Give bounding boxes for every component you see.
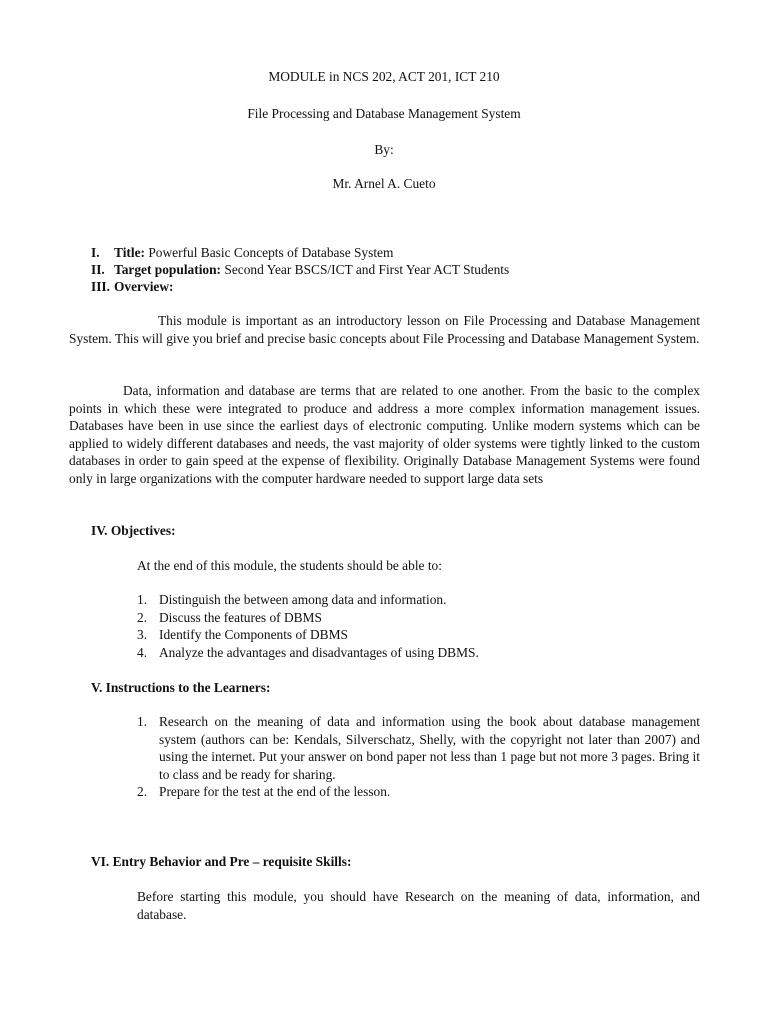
list-text: Discuss the features of DBMS: [159, 610, 322, 625]
section-number: III.: [91, 279, 110, 294]
list-number: 3.: [137, 627, 148, 642]
section-content: [114, 278, 174, 296]
entry-behavior-heading: VI. Entry Behavior and Pre – requisite Skills:: [91, 854, 352, 869]
section-value: Powerful Basic Concepts of Database System: [145, 245, 394, 260]
instructions-heading: V. Instructions to the Learners:: [91, 680, 271, 695]
section-number: II.: [91, 262, 105, 277]
by-label: By:: [374, 142, 394, 157]
list-number: 1.: [137, 592, 148, 607]
list-text: Distinguish the between among data and information.: [159, 592, 447, 607]
list-number: 2.: [137, 610, 148, 625]
section-number: I.: [91, 245, 100, 260]
section-value: Second Year BSCS/ICT and First Year ACT Students: [221, 262, 510, 277]
section-label: Target population:: [114, 262, 222, 277]
section-content: [114, 261, 509, 279]
subject-title: File Processing and Database Management System: [247, 106, 521, 121]
section-label: Title:: [114, 245, 145, 260]
overview-paragraph-1: This module is important as an introductory lesson on File Processing and Database Management System. This will give you brief and precise basic concepts about File Processing and Database Management System.: [69, 313, 700, 346]
module-line: MODULE in NCS 202, ACT 201, ICT 210: [268, 69, 500, 84]
objectives-intro: At the end of this module, the students should be able to:: [137, 558, 442, 573]
objectives-heading: IV. Objectives:: [91, 523, 176, 538]
list-text: Research on the meaning of data and information using the book about database management system (authors can be: Kendals, Silverschatz, Shelly, with the copyright not later than 2007) and using the internet. Put your answer on bond paper not less than 1 page but not more 3 pages. Bring it to class and be ready for sharing.: [159, 714, 700, 782]
section-content: [114, 244, 393, 262]
list-text: Identify the Components of DBMS: [159, 627, 348, 642]
list-number: 4.: [137, 645, 148, 660]
list-number: 1.: [137, 714, 148, 729]
list-number: 2.: [137, 784, 148, 799]
overview-paragraph-2: Data, information and database are terms that are related to one another. From the basic to the complex points in which these were integrated to produce and address a more complex information management issues. Databases have been in use since the earliest days of electronic computing. Unlike modern systems which can be applied to widely different databases and needs, the vast majority of older systems were tightly linked to the custom databases in order to gain speed at the expense of flexibility. Originally Database Management Systems were found only in large organizations with the computer hardware needed to support large data sets: [69, 383, 700, 486]
list-text: Prepare for the test at the end of the lesson.: [159, 784, 391, 799]
entry-behavior-text: Before starting this module, you should have Research on the meaning of data, information, and database.: [137, 889, 700, 922]
list-text: Analyze the advantages and disadvantages of using DBMS.: [159, 645, 479, 660]
author-name: Mr. Arnel A. Cueto: [332, 176, 436, 191]
section-label: Overview:: [114, 279, 174, 294]
